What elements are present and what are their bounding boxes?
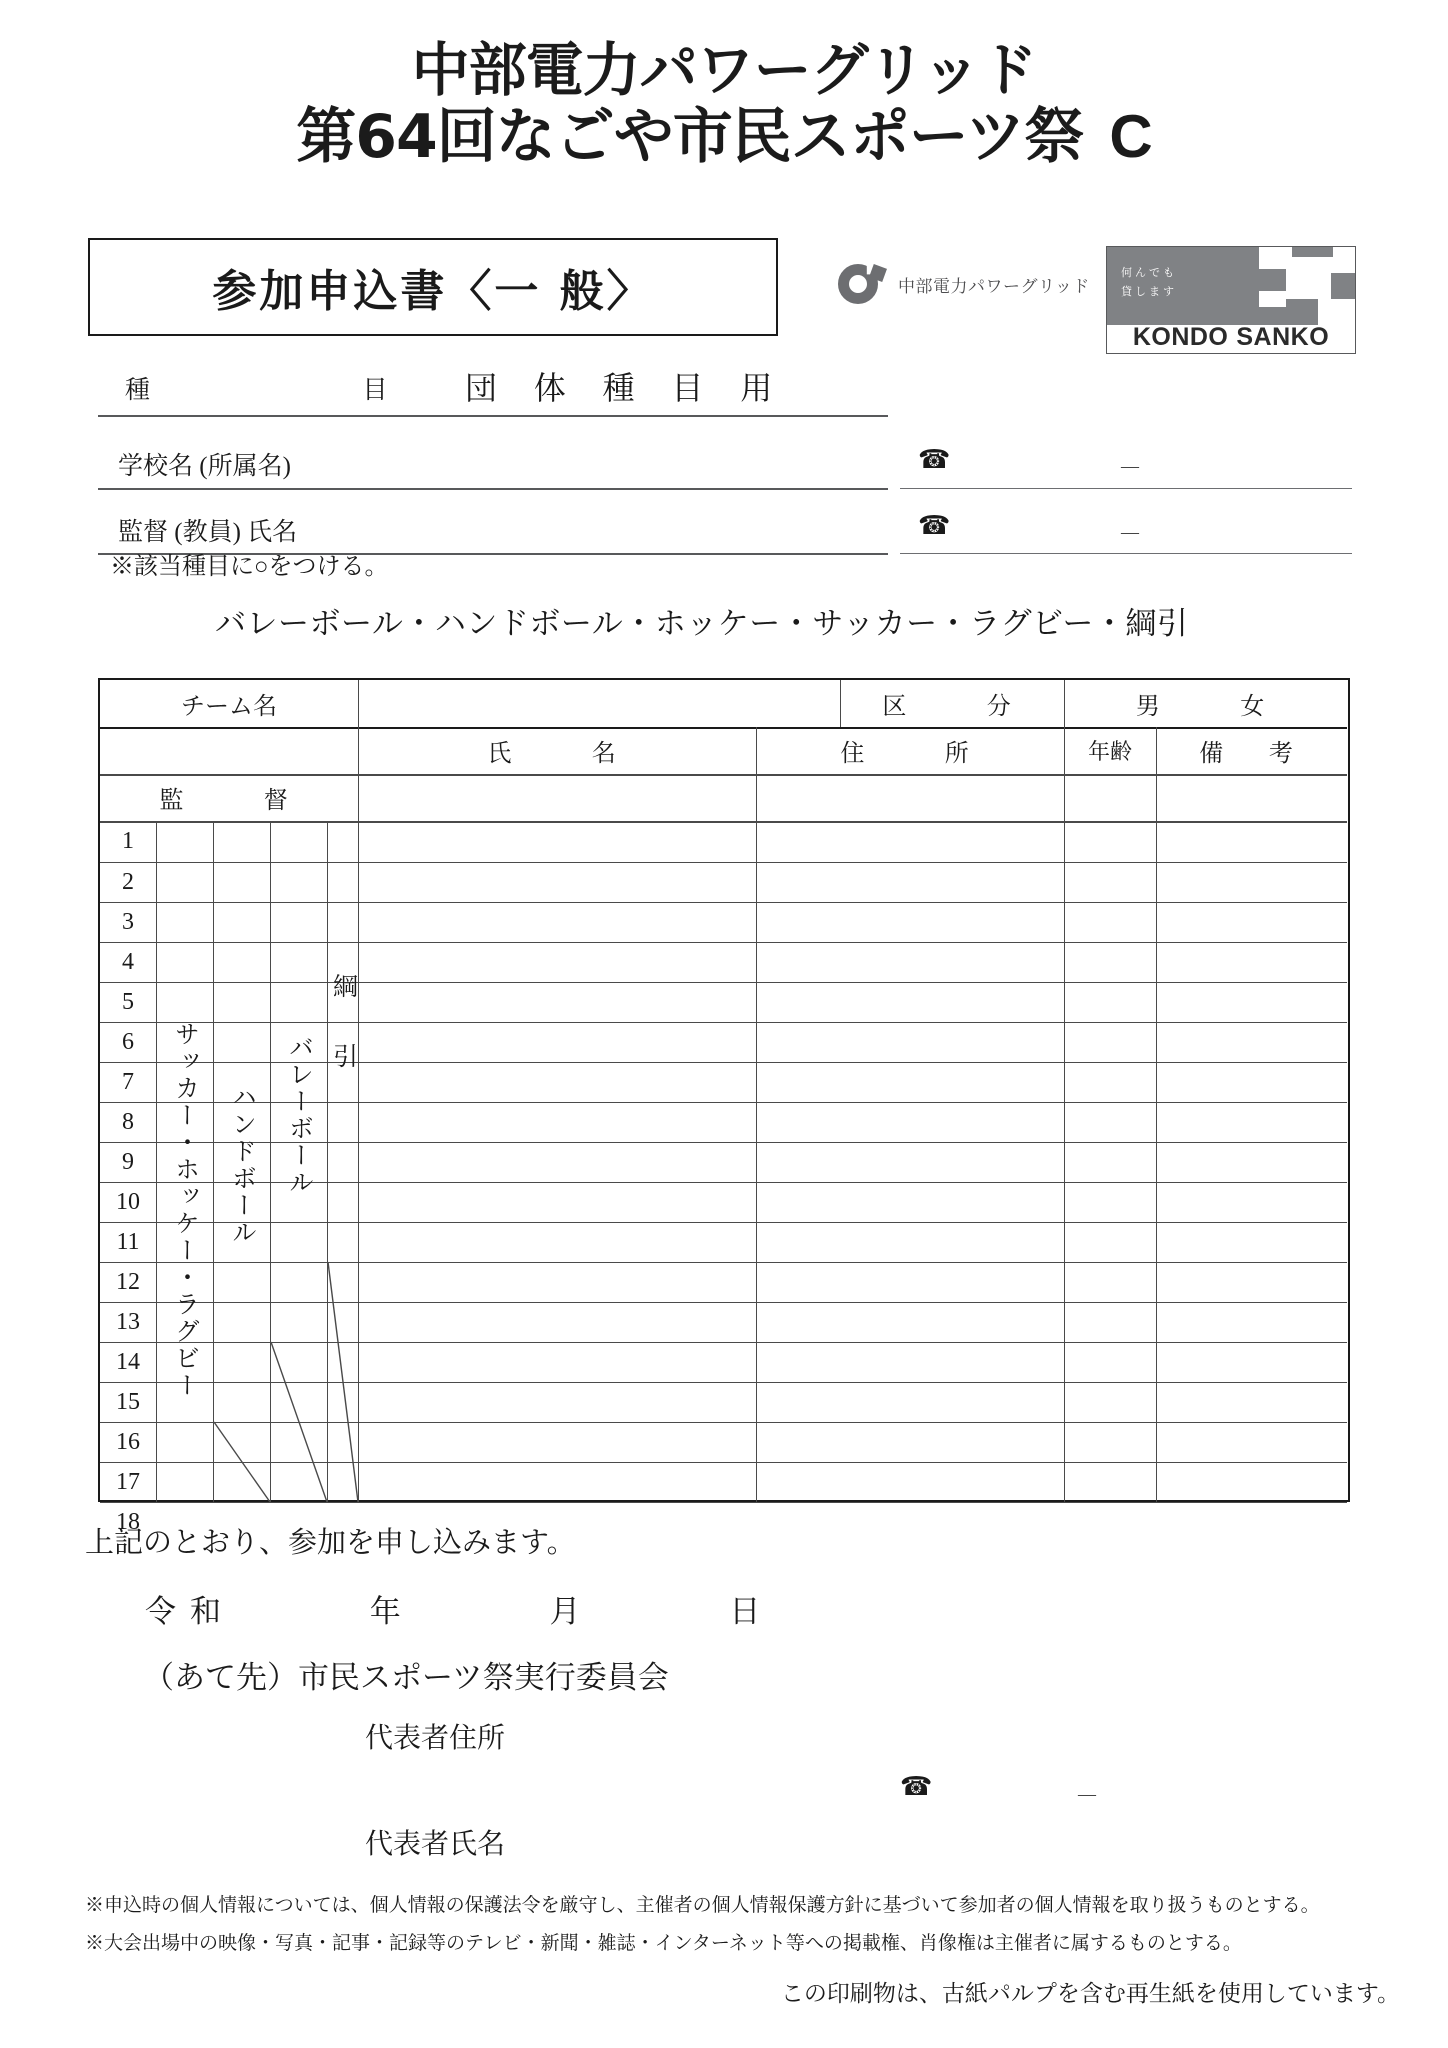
kondo-tagline-line1: 何んでも	[1121, 266, 1177, 279]
sports-inline-list: バレーボール・ハンドボール・ホッケー・サッカー・ラグビー・綱引	[215, 606, 1189, 642]
footnote-privacy: ※申込時の個人情報については、個人情報の保護法令を厳守し、主催者の個人情報保護方針に基づいて参加者の個人情報を取り扱うものとする。	[85, 1895, 1320, 1916]
table-rownum: 7	[122, 1068, 134, 1095]
rep-tel-dash: －	[1075, 1784, 1099, 1810]
table-header-name: 氏 名	[487, 741, 627, 767]
title-marker: C	[1109, 102, 1152, 170]
table-rownum: 10	[116, 1188, 140, 1215]
sport-column-volleyball: バレーボール	[285, 1034, 313, 1196]
school-tel-dash: －	[1118, 456, 1142, 482]
sponsor-logo-label: 中部電力パワーグリッド	[898, 276, 1090, 297]
table-rownum: 15	[116, 1388, 140, 1415]
rep-name-label: 代表者氏名	[365, 1829, 506, 1860]
event-rule	[98, 415, 888, 417]
form-kind-label: 参加申込書〈一 般〉	[212, 266, 654, 317]
table-rownum: 13	[116, 1308, 140, 1335]
telephone-icon: ☎	[918, 445, 951, 475]
table-row-coach-label: 監 督	[159, 788, 299, 814]
coach-tel-rule	[900, 553, 1352, 554]
declaration-addressee: （あて先）市民スポーツ祭実行委員会	[143, 1660, 669, 1695]
kondo-brand-name	[1107, 323, 1355, 352]
recycled-paper-note: この印刷物は、古紙パルプを含む再生紙を使用しています。	[780, 1981, 1400, 2006]
table-rownum: 9	[122, 1148, 134, 1175]
kondo-brand-second: SANKO	[1236, 323, 1330, 351]
table-rownum: 5	[122, 988, 134, 1015]
declaration-statement: 上記のとおり、参加を申し込みます。	[85, 1527, 576, 1559]
roster-table	[98, 678, 1350, 1535]
table-rownum: 3	[122, 908, 134, 935]
table-hline-r17	[100, 1502, 1347, 1503]
sport-column-soccer-hockey-rugby: サッカー・ホッケー・ラグビー	[171, 1021, 199, 1399]
table-header-gender: 男 女	[1135, 694, 1276, 720]
school-name-rule	[98, 488, 888, 490]
header-band	[0, 238, 1448, 358]
table-rownum: 11	[116, 1228, 140, 1255]
title-line-2-text: 第64回なごや市民スポーツ祭	[296, 101, 1084, 172]
event-value: 団 体 種 目 用	[465, 370, 787, 406]
page-title	[0, 38, 1448, 171]
table-rownum: 2	[122, 868, 134, 895]
sport-column-handball: ハンドボール	[228, 1084, 256, 1246]
sport-column-tug-of-war: 綱 引	[329, 972, 357, 1078]
footnote-media-rights: ※大会出場中の映像・写真・記事・記録等のテレビ・新聞・雑誌・インターネット等への掲載権、肖像権は主催者に属するものとする。	[85, 1933, 1242, 1954]
school-tel-rule	[900, 488, 1352, 489]
declaration-date-line: 令和 年 月 日	[145, 1594, 775, 1629]
table-rownum: 17	[116, 1468, 140, 1495]
table-header-remarks: 備 考	[1199, 741, 1304, 767]
table-rownum: 14	[116, 1348, 140, 1375]
table-rownum: 16	[116, 1428, 140, 1455]
telephone-icon-rep: ☎	[900, 1772, 933, 1802]
table-rownum: 1	[122, 828, 134, 854]
title-line-1: 中部電力パワーグリッド	[411, 36, 1037, 104]
school-name-label: 学校名 (所属名)	[118, 453, 291, 480]
table-rownum: 6	[122, 1028, 134, 1055]
telephone-icon-coach: ☎	[918, 511, 951, 541]
sponsor-logo	[838, 260, 1090, 308]
table-rownum: 8	[122, 1108, 134, 1135]
coach-name-label: 監督 (教員) 氏名	[118, 519, 298, 546]
kondo-tagline-line2: 貸します	[1121, 285, 1177, 299]
rep-address-label: 代表者住所	[365, 1723, 506, 1754]
cepg-c-mark-icon	[838, 260, 886, 308]
kondo-brand-first: KONDO	[1132, 323, 1229, 351]
title-line-2	[0, 103, 1448, 171]
kondo-sanko-logo	[1106, 246, 1356, 354]
table-rownum: 4	[122, 948, 134, 975]
event-label: 種 目	[125, 377, 411, 404]
kondo-logo-tagline	[1121, 263, 1271, 302]
table-header-address: 住 所	[840, 741, 980, 767]
table-rownum: 12	[116, 1268, 140, 1295]
table-header-division: 区 分	[882, 694, 1022, 720]
table-header-age: 年齢	[1087, 739, 1132, 764]
circle-instruction-note: ※該当種目に○をつける。	[110, 554, 389, 580]
coach-tel-dash: －	[1118, 522, 1142, 548]
table-rownum: 18	[116, 1508, 140, 1535]
form-kind-box	[88, 238, 778, 336]
table-header-team-name: チーム名	[181, 694, 277, 720]
